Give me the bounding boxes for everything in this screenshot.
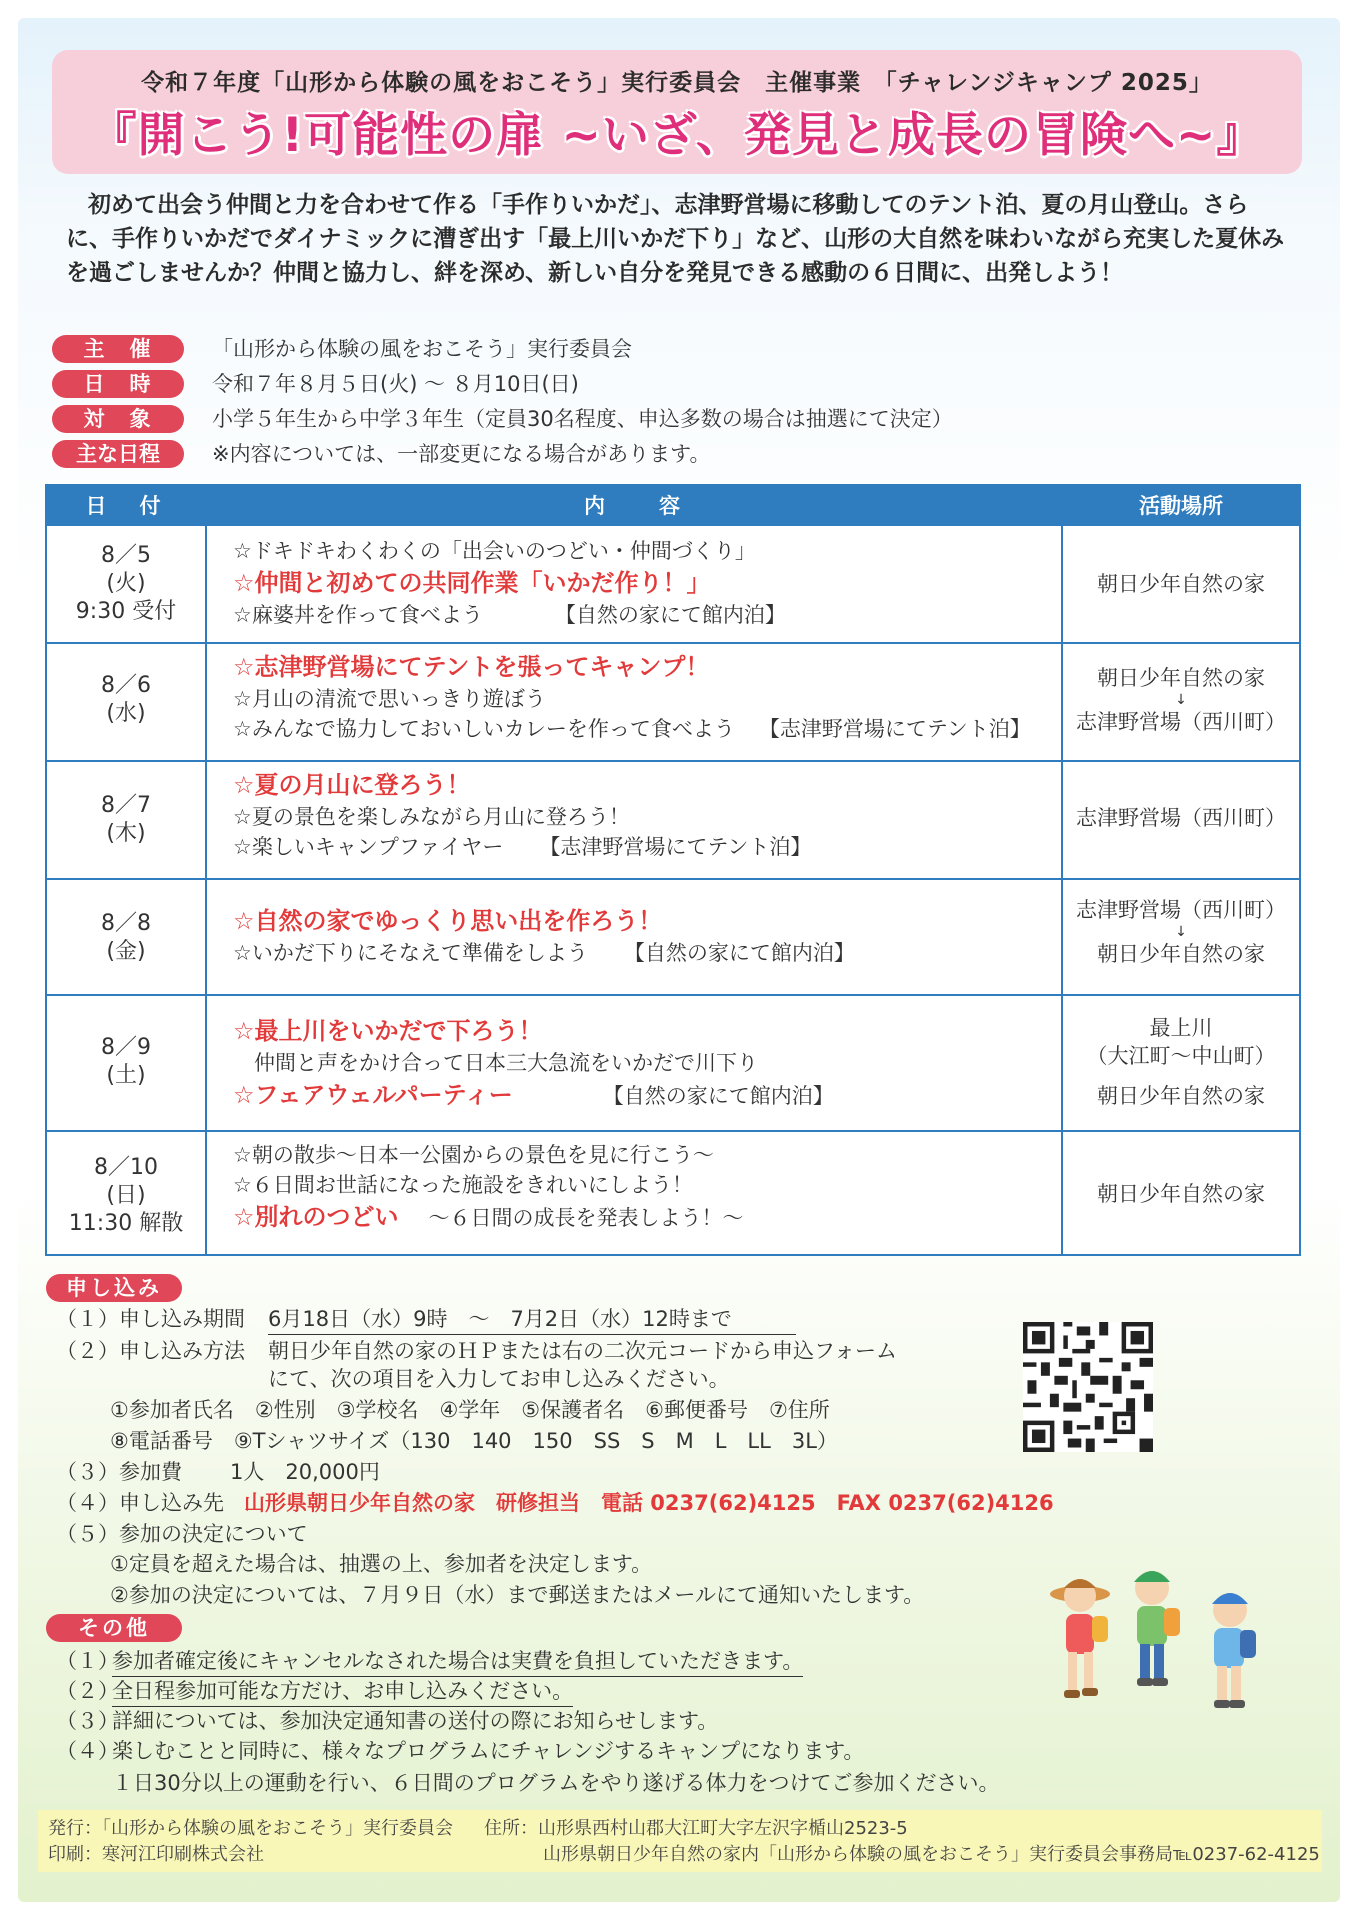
info-target [52, 404, 1302, 434]
other-num: （１） [56, 1649, 119, 1673]
place-text: （大江町～中山町） [1086, 1044, 1276, 1068]
weekday-text: (水) [106, 701, 146, 726]
activity-line: ☆朝の散歩～日本一公園からの景色を見に行こう～ [233, 1143, 714, 1167]
stay-tag: 【自然の家にて館内泊】 [623, 941, 855, 965]
schedule-label: 主な日程 [52, 440, 184, 468]
other-note-2: 全日程参加可能な方だけ、お申し込みください。 [112, 1678, 573, 1707]
contact-label: （４）申し込み先 [56, 1491, 224, 1515]
date-text: 8／8 [101, 911, 151, 936]
info-dates [52, 369, 1302, 399]
table-row-place [1063, 804, 1299, 832]
activity-text: ☆楽しいキャンプファイヤー [233, 835, 504, 859]
divider [47, 878, 1299, 880]
publisher-text: 発行：「山形から体験の風をおこそう」実行委員会 [48, 1818, 453, 1839]
table-row-date [47, 1154, 205, 1238]
table-row-activities [233, 536, 1113, 630]
table-row-activities [233, 904, 1113, 968]
activity-highlight: ☆自然の家でゆっくり思い出を作ろう！ [233, 907, 663, 935]
divider [205, 486, 207, 1254]
apply-period-label: （１）申し込み期間 [56, 1307, 245, 1331]
divider [47, 642, 1299, 644]
activity-highlight: ☆志津野営場にてテントを張ってキャンプ！ [233, 653, 710, 681]
weekday-text: (土) [106, 1063, 146, 1088]
activity-line: ☆夏の景色を楽しみながら月山に登ろう！ [233, 805, 630, 829]
divider [47, 760, 1299, 762]
activity-text: ☆いかだ下りにそなえて準備をしよう [233, 941, 588, 965]
apply-items-2: ⑧電話番号 ⑨Tシャツサイズ（130 140 150 SS S M L LL 3L） [110, 1429, 838, 1453]
printer-text: 印刷：寒河江印刷株式会社 [48, 1844, 264, 1865]
place-text: 朝日少年自然の家 [1097, 666, 1265, 690]
header-place: 活動場所 [1139, 494, 1223, 518]
other-section-title: その他 [46, 1614, 182, 1642]
header-subtitle: 令和７年度「山形から体験の風をおこそう」実行委員会 主催事業 「チャレンジキャンプ 2025」 [141, 70, 1213, 96]
activity-line: ☆６日間お世話になった施設をきれいにしよう！ [233, 1173, 693, 1197]
other-note-3: 詳細については、参加決定通知書の送付の際にお知らせします。 [112, 1709, 719, 1733]
place-text: 志津野営場（西川町） [1076, 710, 1286, 734]
stay-tag: 【自然の家にて館内泊】 [602, 1084, 834, 1108]
activity-highlight: ☆仲間と初めての共同作業「いかだ作り！」 [233, 569, 711, 597]
header-banner [52, 50, 1302, 174]
organizer-label: 主 催 [52, 335, 184, 363]
schedule-note: ※内容については、一部変更になる場合があります。 [212, 442, 711, 466]
place-text: 最上川 [1149, 1016, 1213, 1040]
place-text: 朝日少年自然の家 [1097, 1084, 1265, 1108]
stay-tag: 【自然の家にて館内泊】 [554, 603, 786, 627]
activity-highlight: ☆最上川をいかだで下ろう！ [233, 1017, 543, 1045]
date-text: 8／10 [94, 1155, 158, 1180]
activity-highlight: ☆夏の月山に登ろう！ [233, 771, 471, 799]
address-text: 住所：山形県西村山郡大江町大字左沢字楯山2523-5 [484, 1818, 908, 1839]
table-row-activities [233, 1014, 1113, 1113]
apply-method-value2: にて、次の項目を入力してお申し込みください。 [268, 1367, 730, 1391]
other-num: （３） [56, 1709, 119, 1733]
other-num: （２） [56, 1679, 119, 1703]
schedule-table [45, 484, 1301, 1256]
activity-line: ☆ドキドキわくわくの「出会いのつどい・仲間づくり」 [233, 539, 756, 563]
fee-label: （３）参加費 [56, 1460, 182, 1484]
contact-value: 山形県朝日少年自然の家 研修担当 電話 0237(62)4125 FAX 0237(62)4126 [244, 1491, 1054, 1515]
table-row-activities [233, 1140, 1113, 1235]
place-text: 朝日少年自然の家 [1097, 942, 1265, 966]
date-text: 8／9 [101, 1035, 151, 1060]
table-row-place [1063, 1014, 1299, 1110]
activity-highlight [233, 1078, 1113, 1113]
activity-line: ☆月山の清流で思いっきり遊ぼう [233, 687, 546, 711]
page-title: 『開こう!可能性の扉 ~いざ、発見と成長の冒険へ~』 [89, 108, 1265, 163]
date-text: 8／5 [101, 543, 151, 568]
time-note: 9:30 受付 [75, 599, 177, 624]
apply-method-label: （２）申し込み方法 [56, 1339, 245, 1363]
info-schedule [52, 439, 1302, 469]
table-row-activities [233, 768, 1113, 862]
table-row-date [47, 542, 205, 626]
divider [47, 1130, 1299, 1132]
weekday-text: (日) [106, 1183, 146, 1208]
apply-method-value1: 朝日少年自然の家のＨＰまたは右の二次元コードから申込フォーム [268, 1339, 897, 1363]
dates-value: 令和７年８月５日(火) ～ ８月10日(日) [212, 372, 579, 396]
apply-items-1: ①参加者氏名 ②性別 ③学校名 ④学年 ⑤保護者名 ⑥郵便番号 ⑦住所 [110, 1398, 830, 1422]
divider [47, 994, 1299, 996]
qr-code-icon[interactable] [1023, 1322, 1153, 1452]
table-row-date [47, 792, 205, 848]
activity-line [233, 714, 1113, 744]
activity-highlight [233, 1200, 1113, 1235]
stay-tag: 【志津野営場にてテント泊】 [758, 717, 1031, 741]
activity-line [233, 600, 1113, 630]
dates-label: 日 時 [52, 370, 184, 398]
target-value: 小学５年生から中学３年生（定員30名程度、申込多数の場合は抽選にて決定） [212, 407, 953, 431]
table-row-date [47, 672, 205, 728]
weekday-text: (火) [106, 571, 146, 596]
other-note-4: 楽しむことと同時に、様々なプログラムにチャレンジするキャンプになります。 [112, 1739, 865, 1763]
table-row-activities [233, 650, 1113, 744]
decision-2: ②参加の決定については、７月９日（水）まで郵送またはメールにて通知いたします。 [110, 1583, 925, 1607]
table-header [47, 486, 1299, 526]
place-text: 朝日少年自然の家 [1097, 572, 1265, 596]
table-row-date [47, 910, 205, 966]
other-num: （４） [56, 1739, 119, 1763]
activity-line: 仲間と声をかけ合って日本三大急流をいかだで川下り [233, 1051, 758, 1075]
office-text: 山形県朝日少年自然の家内「山形から体験の風をおこそう」実行委員会事務局℡0237-62-4125 [543, 1844, 1320, 1865]
activity-subtext: ～６日間の成長を発表しよう！～ [428, 1206, 744, 1230]
info-organizer [52, 334, 1302, 364]
fee-value: 1人 20,000円 [230, 1460, 380, 1484]
header-date: 日 付 [85, 494, 167, 518]
apply-period-value: 6月18日（水）9時 ～ 7月2日（水）12時まで [268, 1306, 796, 1335]
activity-line [233, 938, 1113, 968]
table-row-place [1063, 1180, 1299, 1208]
target-label: 対 象 [52, 405, 184, 433]
footer [38, 1810, 1322, 1872]
intro-text: 初めて出会う仲間と力を合わせて作る「手作りいかだ」、志津野営場に移動してのテント泊、夏の月山登山。さらに、手作りいかだでダイナミックに漕ぎ出す「最上川いかだ下り」など、山形の大自然を味わいながら充実した夏休みを過ごしませんか？仲間と協力し、絆を深め、新しい自分を発見できる感動の６日間に、出発しよう！ [66, 192, 1285, 286]
organizer-value: 「山形から体験の風をおこそう」実行委員会 [212, 337, 632, 361]
other-note-5: １日30分以上の運動を行い、６日間のプログラムをやり遂げる体力をつけてご参加ください。 [112, 1771, 1000, 1795]
place-text: 志津野営場（西川町） [1076, 898, 1286, 922]
decision-1: ①定員を超えた場合は、抽選の上、参加者を決定します。 [110, 1552, 653, 1576]
table-row-date [47, 1034, 205, 1090]
table-row-place [1063, 896, 1299, 968]
date-text: 8／7 [101, 793, 151, 818]
time-note: 11:30 解散 [68, 1211, 184, 1236]
header-content: 内 容 [584, 494, 684, 518]
activity-text: ☆別れのつどい [233, 1203, 399, 1231]
stay-tag: 【志津野営場にてテント泊】 [539, 835, 812, 859]
place-text: 志津野営場（西川町） [1076, 806, 1286, 830]
apply-section-title: 申し込み [46, 1274, 182, 1302]
hiking-kids-illustration-icon [1040, 1552, 1280, 1730]
date-text: 8／6 [101, 673, 151, 698]
arrow-down-icon: ↓ [1175, 924, 1187, 940]
table-row-place [1063, 570, 1299, 598]
activity-text: ☆みんなで協力しておいしいカレーを作って食べよう [233, 717, 735, 741]
table-row-place [1063, 664, 1299, 736]
other-note-1: 参加者確定後にキャンセルなされた場合は実費を負担していただきます。 [112, 1648, 803, 1677]
activity-text: ☆麻婆丼を作って食べよう [233, 603, 483, 627]
weekday-text: (金) [106, 939, 146, 964]
activity-line [233, 832, 1113, 862]
place-text: 朝日少年自然の家 [1097, 1182, 1265, 1206]
activity-text: ☆フェアウェルパーティー [233, 1081, 513, 1109]
decision-label: （５）参加の決定について [56, 1522, 308, 1546]
arrow-down-icon: ↓ [1175, 692, 1187, 708]
weekday-text: (木) [106, 821, 146, 846]
